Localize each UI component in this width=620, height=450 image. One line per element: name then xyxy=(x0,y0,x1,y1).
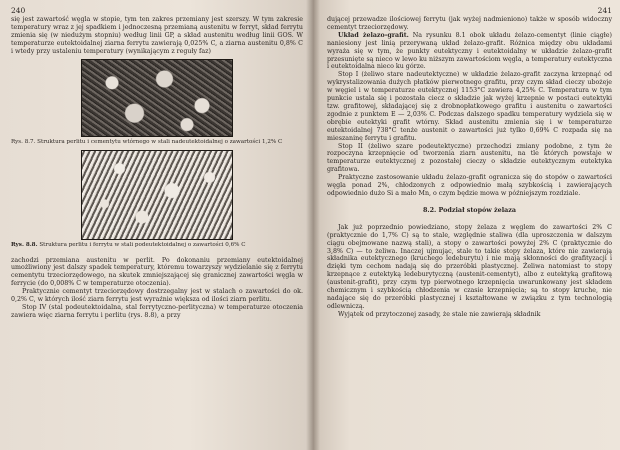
caption-label: Rys. 8.8. xyxy=(11,241,38,248)
section-heading: 8.2. Podział stopów żelaza xyxy=(422,205,517,214)
paragraph: zachodzi przemiana austenitu w perlit. Po dokonaniu przemiany eutektoidalnej umożliwiony jest dalszy spadek temperatury, któremu towarzyszy wydzielanie się z ferrytu cementytu trzeciorzędowego, na skutek zmniejszającej się granicznej zawartości węgla w ferrycie (do 0,008% C w temperaturze otoczenia). xyxy=(11,256,303,288)
paragraph: dującej przewadze ilościowej ferrytu (jak wyżej nadmieniono) także w sposób widoczny cementyt trzeciorzędowy. xyxy=(327,16,612,31)
paragraph: Stop IV (stal podeutektoidalna, stal ferrytyczno-perlityczna) w temperaturze otoczenia zawiera więc ziarna ferrytu i perlitu (rys. 8.8), a przy xyxy=(11,303,303,319)
paragraph: Układ żelazo-grafit. Na rysunku 8.1 obok układu żelazo-cementyt (linie ciągłe) naniesiony jest linią przerywaną układ żelazo-grafit. Różnica między obu układami wyraża się w tym, że punkty eutektyczny i eutektoidalny w układzie żelazo-grafit przesunięte są nieco w lewo ku niższym zawartościom węgla, a temperatury eutektyczna i eutektoidalna nieco ku górze. xyxy=(327,31,612,71)
page-number-left: 240 xyxy=(11,6,26,15)
paragraph: Praktycznie cementyt trzeciorzędowy dostrzegalny jest w stalach o zawartości do ok. 0,2% C, w których ilość ziarn ferrytu jest wyraźnie większa od ilości ziarn perlitu. xyxy=(11,288,303,304)
paragraph: Stop II (żeliwo szare podeutektyczne) przechodzi zmiany podobne, z tym że rozpoczyna krzepnięcie od tworzenia ziarn austenitu, na tle których powstaje w temperaturze eutektycznej z pozostałej cieczy o składzie eutektycznym eutektyka grafitowa. xyxy=(327,142,612,174)
paragraph: Wyjątek od przytoczonej zasady, że stale nie zawierają składnik xyxy=(338,310,541,318)
micrograph-figure-8-8 xyxy=(81,150,233,240)
paragraph: Stop I (żeliwo stare nadeutektyczne) w układzie żelazo-grafit zaczyna krzepnąć od wykrystalizowania dużych płatków pierwotnego grafitu, przy czym skład cieczy ubożeje w węgiel i w temperaturze eutektycznej 1153°C zawiera 4,25% C. Temperatura w tym punkcie ustala się i pozostała ciecz o składzie jak wyżej krzepnie w postaci eutektyki tzw. grafitowej, składającej się z drobnopłatkowego grafitu i austenitu o zawartości zgodnie z punktem E — 2,03% C. Podczas dalszego spadku temperatury wydziela się w obrębie eutektyki grafit wtórny. Skład austenitu zmienia się i w temperaturze eutektoidalnej 738°C tenże austenit o zawartości już tylko 0,69% C rozpada się na mieszaninę ferrytu i grafitu. xyxy=(327,71,612,142)
paragraph: się jest zawartość węgla w stopie, tym ten zakres przemiany jest szerszy. W tym zakresie temperatury wraz z jej spadkiem i jednoczesną przemianą austenitu w ferryt, skład ferrytu zmienia się (w niedużym stopniu) według linii GP, a skład austenitu według linii GOS. W temperaturze eutektoidalnej ziarna ferrytu zawierają 0,025% C, a ziarna austenitu 0,8% C i wtedy przy ustaleniu temperatury (wynikającym z reguły faz) xyxy=(11,16,303,55)
caption-text: Struktura perlitu i ferrytu w stali podeutektoidalnej o zawartości 0,6% C xyxy=(39,241,246,248)
micrograph-figure-8-7 xyxy=(81,59,233,137)
figure-caption-8-7: Rys. 8.7. Struktura perlitu i cementytu wtórnego w stali nadeutektoidalnej o zawartości 1,2% C xyxy=(11,138,283,145)
paragraph: Praktyczne zastosowanie układu żelazo-grafit ogranicza się do stopów o zawartości węgla ponad 2%, chłodzonych z odpowiednio małą szybkością i zawierających odpowiednio dużo Si a mało Mn, o czym będzie mowa w późniejszym rozdziale. xyxy=(327,174,612,197)
paragraph-heading: Układ żelazo-grafit. xyxy=(338,31,409,39)
page-number-right: 241 xyxy=(597,6,612,15)
figure-caption-8-8 xyxy=(11,242,303,249)
book-gutter xyxy=(306,0,320,450)
right-page xyxy=(313,0,620,450)
paragraph: Jak już poprzednio powiedziano, stopy żelaza z węglem do zawartości 2% C (praktycznie do 1,7% C) są to stale, względnie staliwa (dla uproszczenia w dalszym ciągu obejmowane nazwą stali), a stopy o zawartości powyżej 2% C (praktycznie do 3,8% C) — to żeliwa. Inaczej ujmując, stale to takie stopy żelaza, które nie zawierają składnika eutektycznego (kruchego ledeburytu) i nie mają skłonności do grafityzacji i dzięki tym cechom nadają się do przeróbki plastycznej. Żeliwa natomiast to stopy krzepnące z eutektyką ledeburytyczną (austenit-cementyt), albo z eutektyką grafitową (austenit-grafit), przy czym typ pierwotnego krzepnięcia uwarunkowany jest składem chemicznym i szybkością chłodzenia w czasie krzepnięcia; są to stopy kruche, nie nadające się do przeróbki plastycznej i kształtowane w związku z tym technologią odlewniczą. xyxy=(327,223,612,310)
